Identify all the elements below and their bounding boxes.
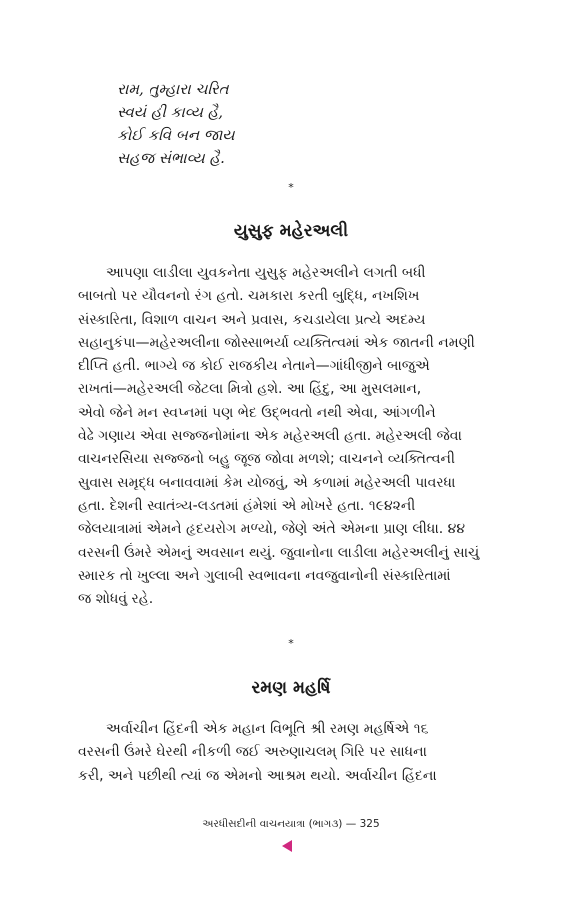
- text-line: એવો જેને મન સ્વપ્નમાં પણ ભેદ ઉદ્ભવતો નથી એવા, આંગળીને: [78, 404, 436, 421]
- section-body-yusuf: [78, 262, 498, 611]
- text-line: વેઢે ગણાય એવા સજ્જનોમાંના એક મહેરઅલી હતા. મહેરઅલી જેવા: [78, 428, 462, 445]
- section-title-raman: રમણ મહર્ષિ: [251, 678, 331, 698]
- text-line: હતા. દેશની સ્વાતંત્ર્ય-લડતમાં હંમેશાં એ મોખરે હતા. ૧૯૪૨ની: [78, 497, 416, 514]
- text-line: વરસની ઉંમરે ઘેરથી નીકળી જઈ અરુણાચલમ્ ગિરિ પર સાધના: [78, 744, 427, 761]
- text-line: અર્વાચીન હિંદની એક મહાન વિભૂતિ શ્રી રમણ મહર્ષિએ ૧૬: [106, 721, 429, 737]
- text-line: કરી, અને પછીથી ત્યાં જ એમનો આશ્રમ થયો. અર્વાચીન હિંદના: [78, 767, 437, 784]
- text-line: જ શોધવું રહે.: [78, 591, 154, 608]
- page-footer: અરધીસદીની વાચનયાત્રા (ભાગ૩) — 325: [202, 818, 380, 830]
- section-separator: *: [288, 637, 294, 650]
- text-line: બાબતો પર યૌવનનો રંગ હતો. ચમકારા કરતી બુદ્ધિ, નખશિખ: [78, 288, 420, 305]
- text-line: વાચનરસિયા સજ્જનો બહુ જૂજ જોવા મળશે; વાચનને વ્યક્તિત્વની: [78, 451, 455, 468]
- poem-line: કોઈ કવિ બન જાય: [117, 126, 235, 144]
- text-line: સંસ્કારિતા, વિશાળ વાચન અને પ્રવાસ, કચડાયેલા પ્રત્યે અદમ્ય: [78, 311, 426, 328]
- text-line: રાખતાં—મહેરઅલી જેટલા મિત્રો હશે. આ હિંદુ, આ મુસલમાન,: [78, 381, 422, 398]
- poem-line: સહજ સંભાવ્ય હૈ.: [117, 149, 225, 167]
- text-line: સ્મારક તો ખુલ્લા અને ગુલાબી સ્વભાવના નવજુવાનોની સંસ્કારિતામાં: [78, 567, 451, 584]
- text-line: જેલયાત્રામાં એમને હૃદયરોગ મળ્યો, જેણે અંતે એમના પ્રાણ લીધા. ૪૪: [78, 521, 466, 538]
- poem-line: રામ, તુમ્હારા ચરિત: [117, 80, 229, 98]
- section-separator: *: [288, 181, 294, 194]
- text-line: દીપ્તિ હતી. ભાગ્યે જ કોઈ રાજકીય નેતાને—ગાંધીજીને બાજુએ: [78, 358, 430, 375]
- text-line: સુવાસ સમૃદ્ધ બનાવવામાં કેમ યોજવું, એ કળામાં મહેરઅલી પાવરધા: [78, 474, 456, 491]
- section-body-raman: [78, 718, 498, 788]
- poem-line: સ્વયં હી કાવ્ય હૈ,: [117, 103, 224, 121]
- text-line: આપણા લાડીલા યુવકનેતા યુસુફ મહેરઅલીને લગતી બધી: [106, 265, 426, 281]
- left-triangle-icon[interactable]: [282, 840, 292, 852]
- text-line: વરસની ઉંમરે એમનું અવસાન થયું. જુવાનોના લાડીલા મહેરઅલીનું સાચું: [78, 544, 480, 561]
- section-title-yusuf: યુસુફ મહેરઅલી: [233, 221, 349, 241]
- poem-excerpt: [117, 78, 417, 170]
- text-line: સહાનુકંપા—મહેરઅલીના જોસ્સાભર્યા વ્યક્તિત્વમાં એક જાતની નમણી: [78, 334, 475, 351]
